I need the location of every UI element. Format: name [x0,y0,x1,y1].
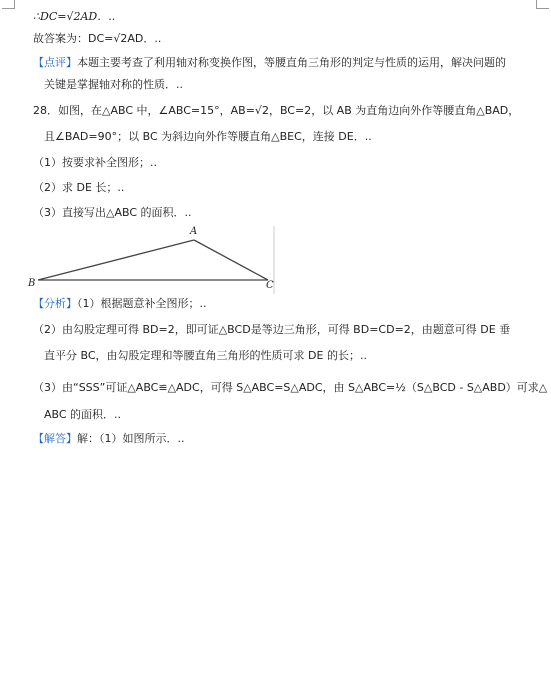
analysis-line-1: 【分析】（1）根据题意补全图形；.. [33,297,207,310]
question-2: （2）求 DE 长；.. [33,181,125,194]
crop-mark-top-left [2,0,15,9]
problem-28-line-1: 28．如图，在△ABC 中，∠ABC=15°，AB=√2，BC=2，以 AB 为直角边向外作等腰直角△BAD， [33,104,520,117]
analysis-line-2: （2）由勾股定理可得 BD=2，即可证△BCD是等边三角形，可得 BD=CD=2，由题意可得 DE 垂 [33,323,511,336]
vertex-label-c: C [266,280,274,291]
triangle-abc-diagram [26,226,286,294]
crop-mark-top-right [536,0,549,9]
vertex-label-a: A [190,226,198,237]
comment-line-2: 关键是掌握轴对称的性质．.. [44,78,183,91]
analysis-line-3: 直平分 BC，由勾股定理和等腰直角三角形的性质可求 DE 的长；.. [44,349,367,362]
analysis-tag: 【分析】 [33,297,77,310]
solution-line: 【解答】解：（1）如图所示．.. [33,432,185,445]
solution-tag: 【解答】 [33,432,77,445]
analysis-line-5: ABC 的面积．.. [44,408,122,421]
vertex-label-b: B [28,278,36,289]
problem-28-line-2: 且∠BAD=90°；以 BC 为斜边向外作等腰直角△BEC，连接 DE．.. [44,130,372,143]
side-ba [38,240,194,280]
question-1: （1）按要求补全图形；.. [33,156,157,169]
answer-line: 故答案为：DC=√2AD．.. [33,32,162,45]
triangle-figure [26,226,286,294]
comment-line: 【点评】本题主要考查了利用轴对称变换作图，等腰直角三角形的判定与性质的运用，解决问题的 [33,56,506,69]
side-ac [194,240,268,280]
conclusion-line: ∴DC=√2AD．.. [33,10,116,23]
analysis-line-4: （3）由“SSS”可证△ABC≌△ADC，可得 S△ABC=S△ADC，由 S△ABC=½（S△BCD - S△ABD）可求△ [33,381,548,394]
question-3: （3）直接写出△ABC 的面积．.. [33,206,192,219]
comment-tag: 【点评】 [33,56,77,69]
